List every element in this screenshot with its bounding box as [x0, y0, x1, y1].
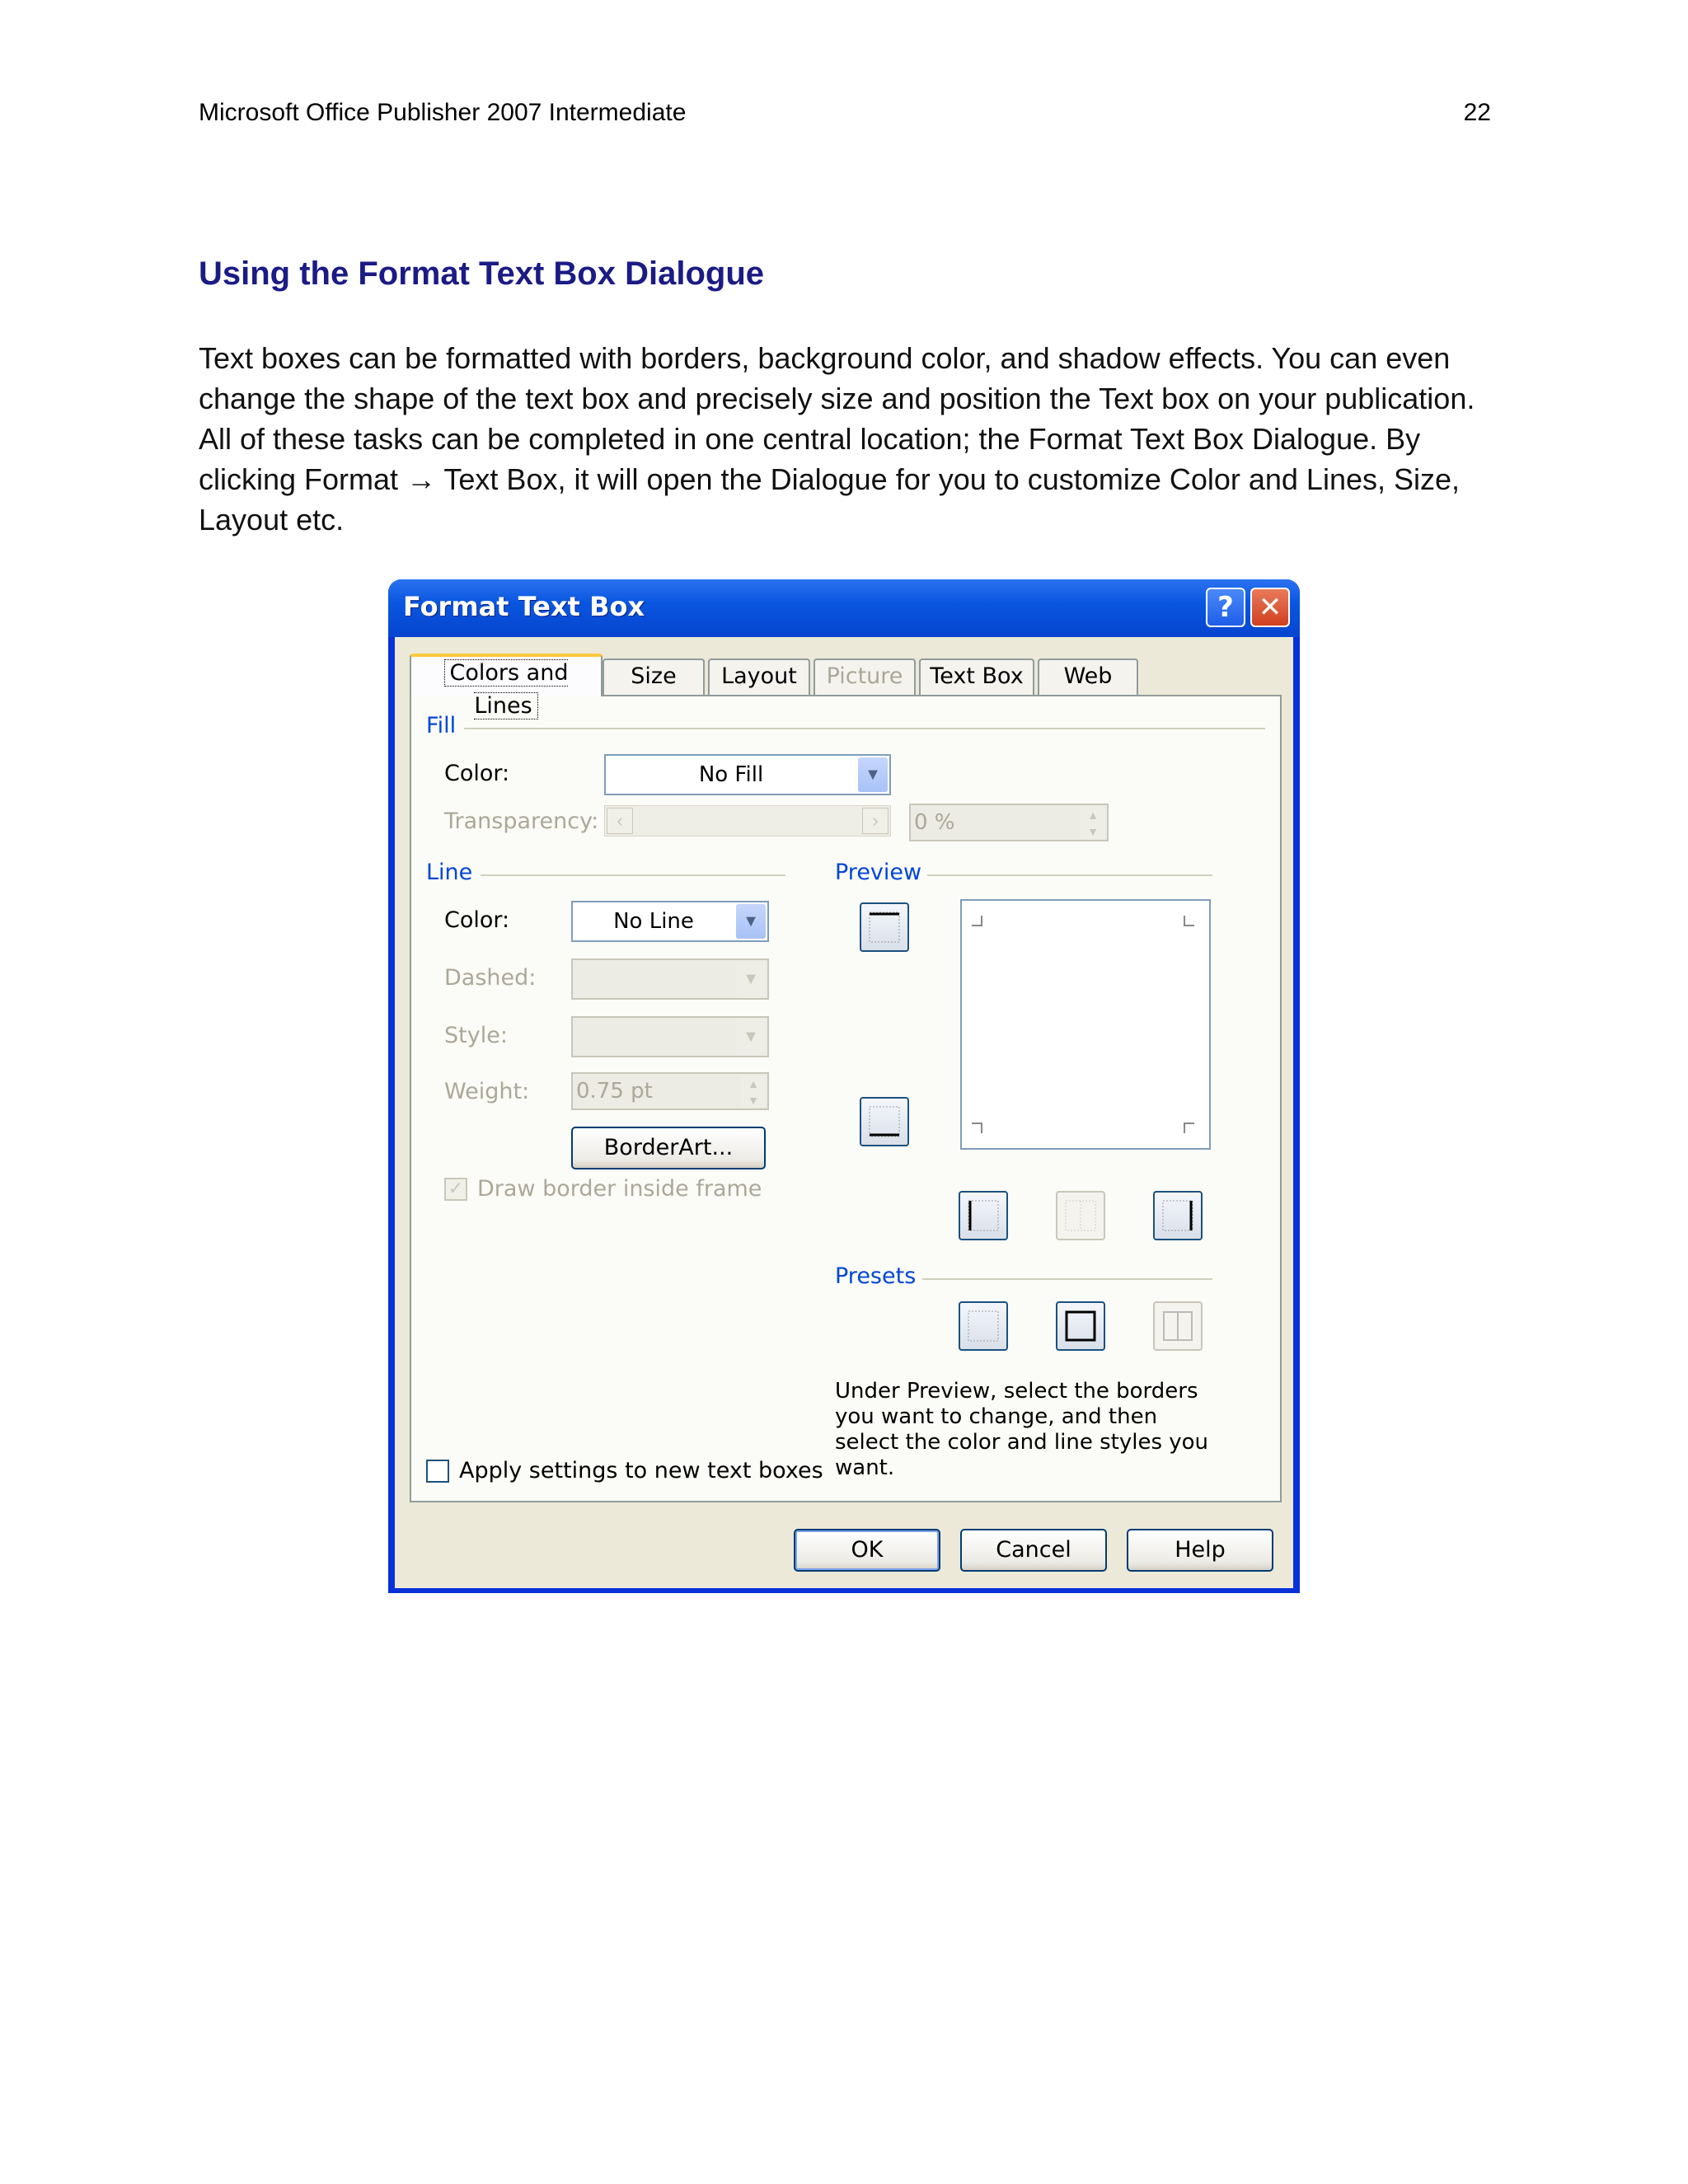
spin-arrows-icon: ▲ ▼ [741, 1076, 766, 1107]
preset-grid-icon [1161, 1310, 1194, 1343]
transparency-value: 0 % [914, 810, 955, 835]
tab-picture[interactable]: Picture [814, 658, 916, 695]
right-border-button[interactable] [1153, 1191, 1203, 1240]
fill-color-label: Color: [444, 761, 510, 786]
tab-layout[interactable]: Layout [708, 658, 810, 695]
spin-arrows-icon: ▲ ▼ [1081, 807, 1105, 838]
chevron-down-icon: ▼ [736, 1019, 766, 1054]
dialog-client-area [395, 637, 1293, 1588]
bottom-border-button[interactable] [860, 1097, 909, 1146]
preview-group-label: Preview [835, 860, 922, 885]
presets-separator [922, 1278, 1212, 1280]
apply-settings-checkbox[interactable] [426, 1460, 449, 1483]
tab-size[interactable]: Size [603, 658, 705, 695]
format-text-box-dialog [388, 579, 1300, 1593]
preset-box-icon [1064, 1310, 1097, 1343]
fill-color-value: No Fill [698, 762, 764, 787]
draw-border-checkbox[interactable]: ✓ [444, 1178, 467, 1201]
weight-spinbox[interactable] [571, 1072, 769, 1110]
borderart-button[interactable]: BorderArt... [571, 1127, 766, 1169]
line-separator [481, 874, 785, 876]
presets-group-label: Presets [835, 1263, 917, 1289]
border-preview-box[interactable] [960, 899, 1211, 1150]
help-button[interactable]: Help [1127, 1529, 1273, 1572]
line-color-label: Color: [444, 907, 510, 933]
draw-border-label: Draw border inside frame [477, 1176, 762, 1202]
left-border-icon [967, 1199, 1000, 1232]
preset-none-button[interactable] [959, 1301, 1008, 1351]
colors-and-lines-panel [410, 695, 1282, 1502]
weight-label: Weight: [444, 1079, 530, 1104]
left-border-button[interactable] [959, 1191, 1008, 1240]
chevron-down-icon: ▼ [736, 962, 766, 996]
line-group-label: Line [426, 860, 473, 885]
style-label: Style: [444, 1023, 508, 1048]
tab-colors-and-lines[interactable] [410, 654, 603, 719]
document-header [199, 99, 1491, 135]
preset-none-icon [967, 1310, 1000, 1343]
top-border-button[interactable] [860, 902, 909, 952]
tab-label: Colors and Lines [444, 659, 569, 719]
fill-color-dropdown[interactable] [604, 754, 891, 795]
transparency-label: Transparency: [444, 808, 599, 834]
apply-settings-label: Apply settings to new text boxes [459, 1458, 823, 1483]
right-border-icon [1161, 1199, 1194, 1232]
ok-button[interactable]: OK [794, 1529, 940, 1572]
preview-corner-marks [962, 901, 1209, 1148]
inside-border-icon [1064, 1199, 1097, 1232]
chevron-right-icon: › [862, 808, 889, 834]
dashed-label: Dashed: [444, 965, 537, 991]
line-color-dropdown[interactable] [571, 901, 769, 942]
titlebar-help-button[interactable]: ? [1206, 588, 1245, 627]
header-title: Microsoft Office Publisher 2007 Intermediate [199, 99, 687, 126]
section-heading: Using the Format Text Box Dialogue [199, 255, 764, 292]
cancel-button[interactable]: Cancel [960, 1529, 1107, 1572]
bottom-border-icon [868, 1105, 901, 1138]
preset-grid-button[interactable] [1153, 1301, 1203, 1351]
top-border-icon [868, 911, 901, 944]
inside-border-button[interactable] [1056, 1191, 1105, 1240]
fill-separator [464, 728, 1265, 729]
dialog-title: Format Text Box [403, 591, 645, 622]
dialog-titlebar[interactable] [388, 579, 1300, 637]
preview-hint-text: Under Preview, select the borders you want to change, and then select the color and line styles you want. [835, 1379, 1209, 1480]
dashed-dropdown[interactable] [571, 958, 769, 1000]
tab-web[interactable]: Web [1038, 658, 1138, 695]
chevron-left-icon: ‹ [607, 808, 633, 834]
line-color-value: No Line [613, 909, 694, 934]
chevron-down-icon: ▼ [858, 757, 888, 792]
transparency-slider[interactable] [604, 805, 891, 837]
body-paragraph: Text boxes can be formatted with borders, background color, and shadow effects. You can even change the shape of the text box and precisely size and position the Text box on your publication. All of these tasks can be completed in one central location; the Format Text Box Dialogue. By clicking Format → Text Box, it will open the Dialogue for you to customize Color and Lines, Size, Layout etc. [199, 341, 1475, 537]
transparency-spinbox[interactable] [909, 804, 1109, 841]
preset-box-button[interactable] [1056, 1301, 1105, 1351]
tab-text-box[interactable]: Text Box [919, 658, 1034, 695]
style-dropdown[interactable] [571, 1016, 769, 1057]
chevron-down-icon: ▼ [736, 904, 766, 939]
weight-value: 0.75 pt [576, 1079, 653, 1104]
fill-group-label: Fill [426, 713, 457, 738]
page-number: 22 [1463, 99, 1491, 126]
titlebar-close-button[interactable]: ✕ [1250, 588, 1290, 627]
preview-separator [927, 874, 1212, 876]
